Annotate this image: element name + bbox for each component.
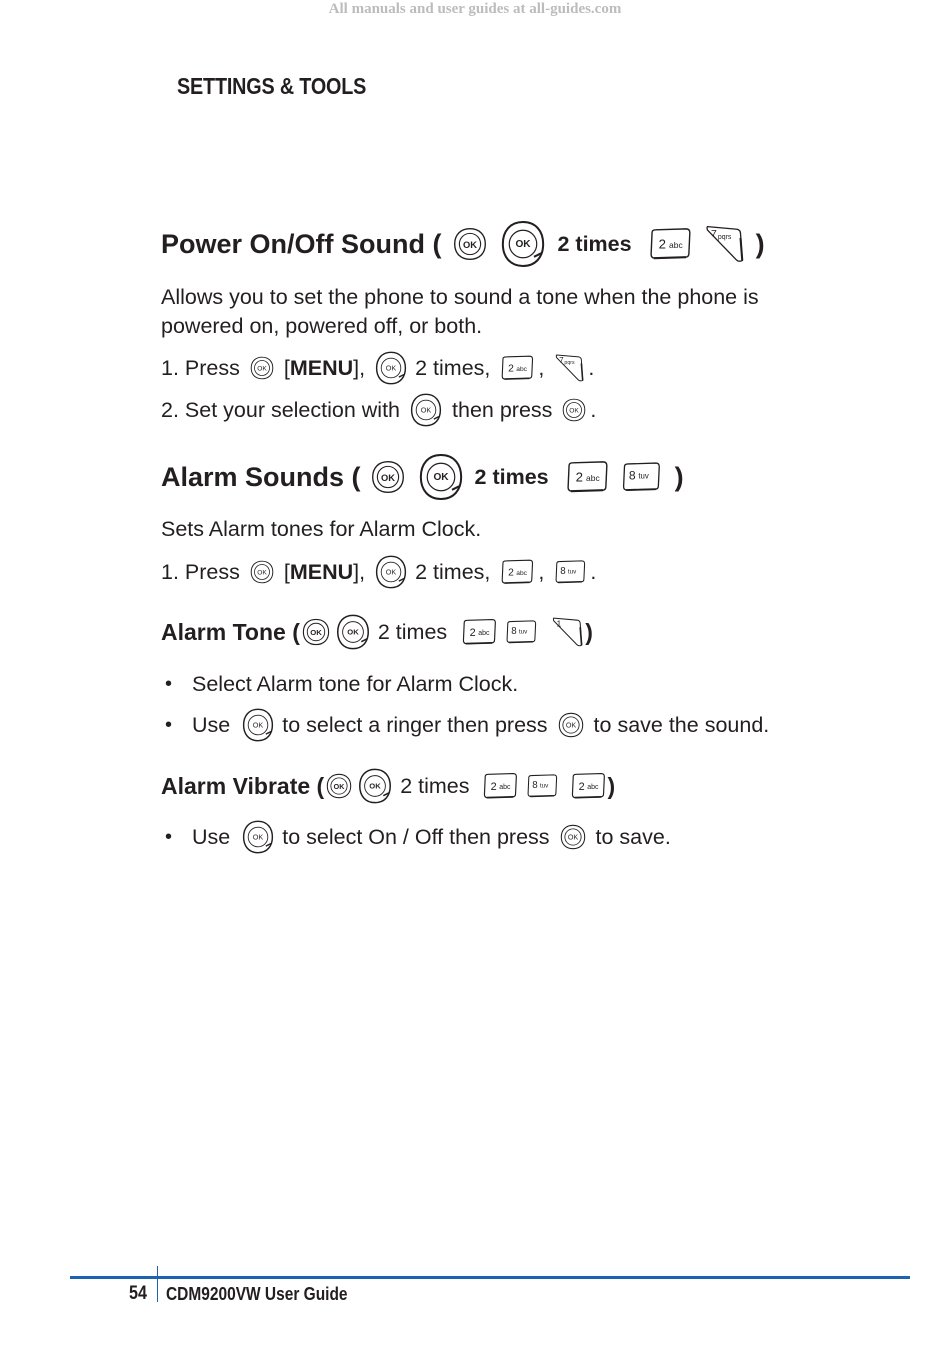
watermark: All manuals and user guides at all-guides.com	[328, 1, 622, 17]
alarm-vibrate-heading-times: 2 times	[400, 773, 470, 798]
alarm-sounds-heading-times: 2 times	[474, 464, 549, 489]
alarm-tone-bullet-2	[165, 700, 769, 750]
svg-text:tuv: tuv	[568, 568, 577, 576]
svg-text:OK: OK	[380, 472, 395, 483]
step-text: 1. Press	[161, 559, 240, 584]
comma: ,	[538, 355, 545, 380]
bullet-marker: •	[165, 713, 173, 736]
ok-key-icon	[250, 355, 274, 381]
step-text: 1. Press	[161, 355, 240, 380]
ok-key-icon	[558, 711, 584, 739]
bullet-text: Use	[192, 824, 231, 849]
alarm-vibrate-heading	[161, 761, 615, 811]
bullet-marker: •	[165, 672, 173, 695]
alarm-tone-heading	[161, 607, 593, 657]
step-text: then press	[452, 397, 553, 422]
svg-text:OK: OK	[569, 407, 580, 415]
alarm-tone-heading-times: 2 times	[377, 619, 448, 644]
nav-key-icon	[242, 708, 274, 742]
comma: ,	[538, 559, 545, 584]
svg-text:1: 1	[556, 618, 562, 629]
svg-text:OK: OK	[420, 405, 432, 415]
key-2-abc-icon	[482, 772, 518, 800]
svg-text:2: 2	[508, 363, 515, 375]
svg-text:7: 7	[559, 355, 564, 365]
svg-text:abc: abc	[585, 472, 600, 483]
alarm-tone-heading-close: )	[585, 618, 593, 645]
bracket-open: [	[283, 355, 290, 380]
section-header: SETTINGS & TOOLS	[177, 73, 367, 99]
svg-text:OK: OK	[432, 472, 449, 484]
alarm-vibrate-heading-title: Alarm Vibrate (	[161, 772, 325, 799]
svg-text:pqrs: pqrs	[564, 360, 575, 367]
key-2-abc-icon	[461, 618, 497, 646]
nav-key-icon	[336, 614, 370, 650]
svg-text:2: 2	[578, 780, 585, 793]
power-heading	[161, 219, 765, 269]
power-heading-title: Power On/Off Sound (	[161, 228, 442, 259]
key-2-abc-icon	[500, 558, 534, 586]
alarm-sounds-description: Sets Alarm tones for Alarm Clock.	[161, 517, 482, 541]
period: .	[590, 559, 597, 584]
svg-text:2: 2	[575, 469, 583, 485]
svg-text:abc: abc	[498, 784, 511, 792]
svg-text:tuv: tuv	[539, 782, 548, 790]
alarm-vibrate-bullet-1	[165, 812, 671, 862]
svg-text:2: 2	[658, 236, 666, 252]
svg-text:8: 8	[531, 780, 538, 792]
bullet-text: to select On / Off then press	[282, 824, 550, 849]
svg-text:tuv: tuv	[519, 628, 528, 636]
svg-text:abc: abc	[478, 630, 490, 638]
svg-text:8: 8	[511, 626, 517, 638]
period: .	[590, 397, 597, 422]
nav-key-icon	[419, 453, 463, 501]
svg-text:OK: OK	[463, 239, 478, 250]
svg-text:OK: OK	[385, 567, 397, 577]
bullet-text: to save the sound.	[593, 712, 770, 737]
bullet-text: Use	[192, 712, 231, 737]
alarm-tone-heading-title: Alarm Tone (	[161, 618, 300, 645]
svg-text:OK: OK	[565, 721, 576, 730]
bullet-text: to save.	[595, 824, 671, 849]
svg-text:abc: abc	[516, 569, 528, 577]
svg-text:abc: abc	[516, 365, 528, 373]
svg-text:7: 7	[710, 229, 717, 241]
svg-text:abc: abc	[668, 239, 683, 250]
nav-key-icon	[358, 768, 392, 804]
key-2-abc-icon	[565, 460, 609, 494]
alarm-sounds-heading-close: )	[674, 461, 684, 492]
svg-text:2: 2	[469, 626, 476, 639]
key-2-abc-icon	[570, 772, 606, 800]
step-times: 2 times,	[415, 559, 491, 584]
step-times: 2 times,	[415, 355, 491, 380]
svg-text:OK: OK	[310, 628, 322, 638]
nav-key-icon	[501, 220, 545, 268]
svg-text:OK: OK	[333, 782, 345, 791]
key-2-abc-icon	[648, 227, 692, 261]
power-heading-times: 2 times	[557, 231, 632, 256]
key-8-tuv-icon	[554, 558, 586, 586]
page-number: 54	[129, 1283, 147, 1304]
ok-key-icon	[562, 397, 586, 423]
nav-key-icon	[242, 820, 274, 854]
alarm-sounds-heading	[161, 452, 684, 502]
svg-text:8: 8	[560, 566, 567, 578]
svg-text:OK: OK	[347, 627, 359, 637]
ok-key-icon	[302, 617, 330, 647]
ok-key-icon	[371, 459, 405, 495]
bracket-open: [	[283, 559, 290, 584]
footer-rule	[70, 1276, 910, 1279]
svg-text:OK: OK	[385, 363, 397, 373]
nav-key-icon	[375, 351, 407, 385]
alarm-vibrate-heading-close: )	[607, 772, 616, 799]
key-8-tuv-icon	[621, 460, 661, 494]
svg-text:OK: OK	[257, 365, 267, 373]
power-heading-close: )	[755, 228, 765, 259]
svg-text:OK: OK	[257, 569, 267, 577]
bullet-text: Select Alarm tone for Alarm Clock.	[192, 671, 519, 696]
menu-label: MENU	[289, 559, 354, 584]
key-1-icon	[551, 616, 583, 648]
nav-key-icon	[375, 555, 407, 589]
alarm-sounds-step-1	[161, 547, 596, 597]
svg-text:2: 2	[490, 780, 497, 793]
svg-text:OK: OK	[567, 833, 578, 842]
footer-divider	[157, 1266, 158, 1302]
svg-text:abc: abc	[586, 784, 599, 792]
guide-title: CDM9200VW User Guide	[166, 1284, 348, 1304]
alarm-sounds-heading-title: Alarm Sounds (	[161, 461, 361, 492]
period: .	[588, 355, 595, 380]
key-2-abc-icon	[500, 354, 534, 382]
svg-text:pqrs: pqrs	[717, 233, 732, 241]
key-7-pqrs-icon	[704, 223, 744, 265]
svg-text:tuv: tuv	[638, 471, 649, 481]
key-7-pqrs-icon	[554, 352, 584, 384]
step-text: 2. Set your selection with	[161, 397, 401, 422]
menu-label: MENU	[289, 355, 354, 380]
svg-text:OK: OK	[515, 239, 532, 251]
bracket-close: ],	[353, 559, 366, 584]
svg-text:2: 2	[508, 567, 515, 579]
power-step-2	[161, 385, 596, 435]
ok-key-icon	[250, 559, 274, 585]
ok-key-icon	[453, 226, 487, 262]
svg-text:8: 8	[628, 468, 636, 483]
key-8-tuv-icon	[505, 618, 537, 646]
svg-text:OK: OK	[253, 832, 264, 842]
nav-key-icon	[410, 393, 442, 427]
svg-text:OK: OK	[369, 781, 381, 791]
ok-key-icon	[326, 772, 352, 800]
bracket-close: ],	[353, 355, 366, 380]
key-8-tuv-icon	[526, 772, 558, 800]
power-description: Allows you to set the phone to sound a tone when the phone is powered on, powered off, or both.	[161, 285, 759, 338]
bullet-text: to select a ringer then press	[282, 712, 548, 737]
bullet-marker: •	[165, 825, 173, 848]
svg-text:OK: OK	[253, 720, 264, 730]
ok-key-icon	[560, 823, 586, 851]
